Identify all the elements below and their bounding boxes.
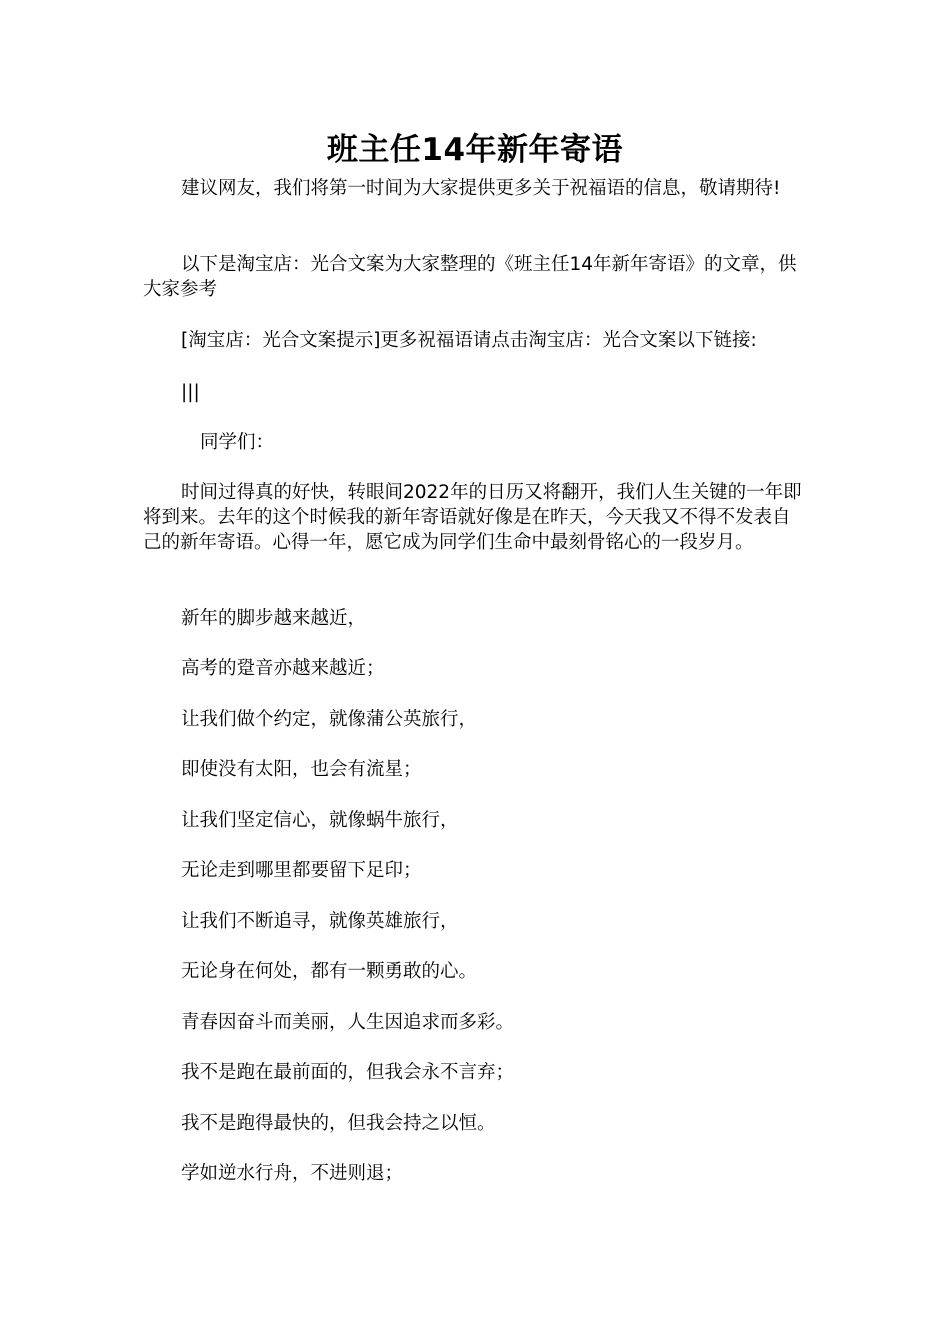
verse-line: 我不是跑得最快的，但我会持之以恒。: [181, 1113, 496, 1134]
verse-line: 让我们不断追寻，就像英雄旅行，: [181, 911, 459, 932]
verse-line: 学如逆水行舟，不进则退；: [181, 1163, 404, 1184]
verse-line: 新年的脚步越来越近，: [181, 608, 367, 629]
verse-line: 我不是跑在最前面的，但我会永不言弃；: [181, 1062, 515, 1083]
source-note-paragraph: 以下是淘宝店：光合文案为大家整理的《班主任14年新年寄语》的文章，供大家参考: [143, 254, 797, 300]
verse-line: 让我们做个约定，就像蒲公英旅行，: [181, 709, 478, 730]
document-title: 班主任14年新年寄语: [326, 132, 624, 168]
intro-paragraph: 建议网友，我们将第一时间为大家提供更多关于祝福语的信息，敬请期待!: [181, 178, 781, 199]
verse-line: 即使没有太阳，也会有流星；: [181, 759, 422, 780]
separator-text: |||: [181, 382, 200, 403]
verse-line: 青春因奋斗而美丽，人生因追求而多彩。: [181, 1012, 515, 1033]
verse-line: 无论身在何处，都有一颗勇敢的心。: [181, 961, 478, 982]
link-note-paragraph: [淘宝店：光合文案提示]更多祝福语请点击淘宝店：光合文案以下链接:: [181, 330, 757, 351]
verse-line: 无论走到哪里都要留下足印；: [181, 860, 422, 881]
greeting-text: 同学们：: [200, 432, 275, 453]
body-paragraph: 时间过得真的好快，转眼间2022年的日历又将翻开，我们人生关键的一年即将到来。去年的这个时候我的新年寄语就好像是在昨天，今天我又不得不发表自己的新年寄语。心得一年，愿它成为同学们生命中最刻骨铭心的一段岁月。: [143, 482, 802, 553]
verse-line: 让我们坚定信心，就像蜗牛旅行，: [181, 810, 459, 831]
verse-line: 高考的跫音亦越来越近；: [181, 658, 385, 679]
